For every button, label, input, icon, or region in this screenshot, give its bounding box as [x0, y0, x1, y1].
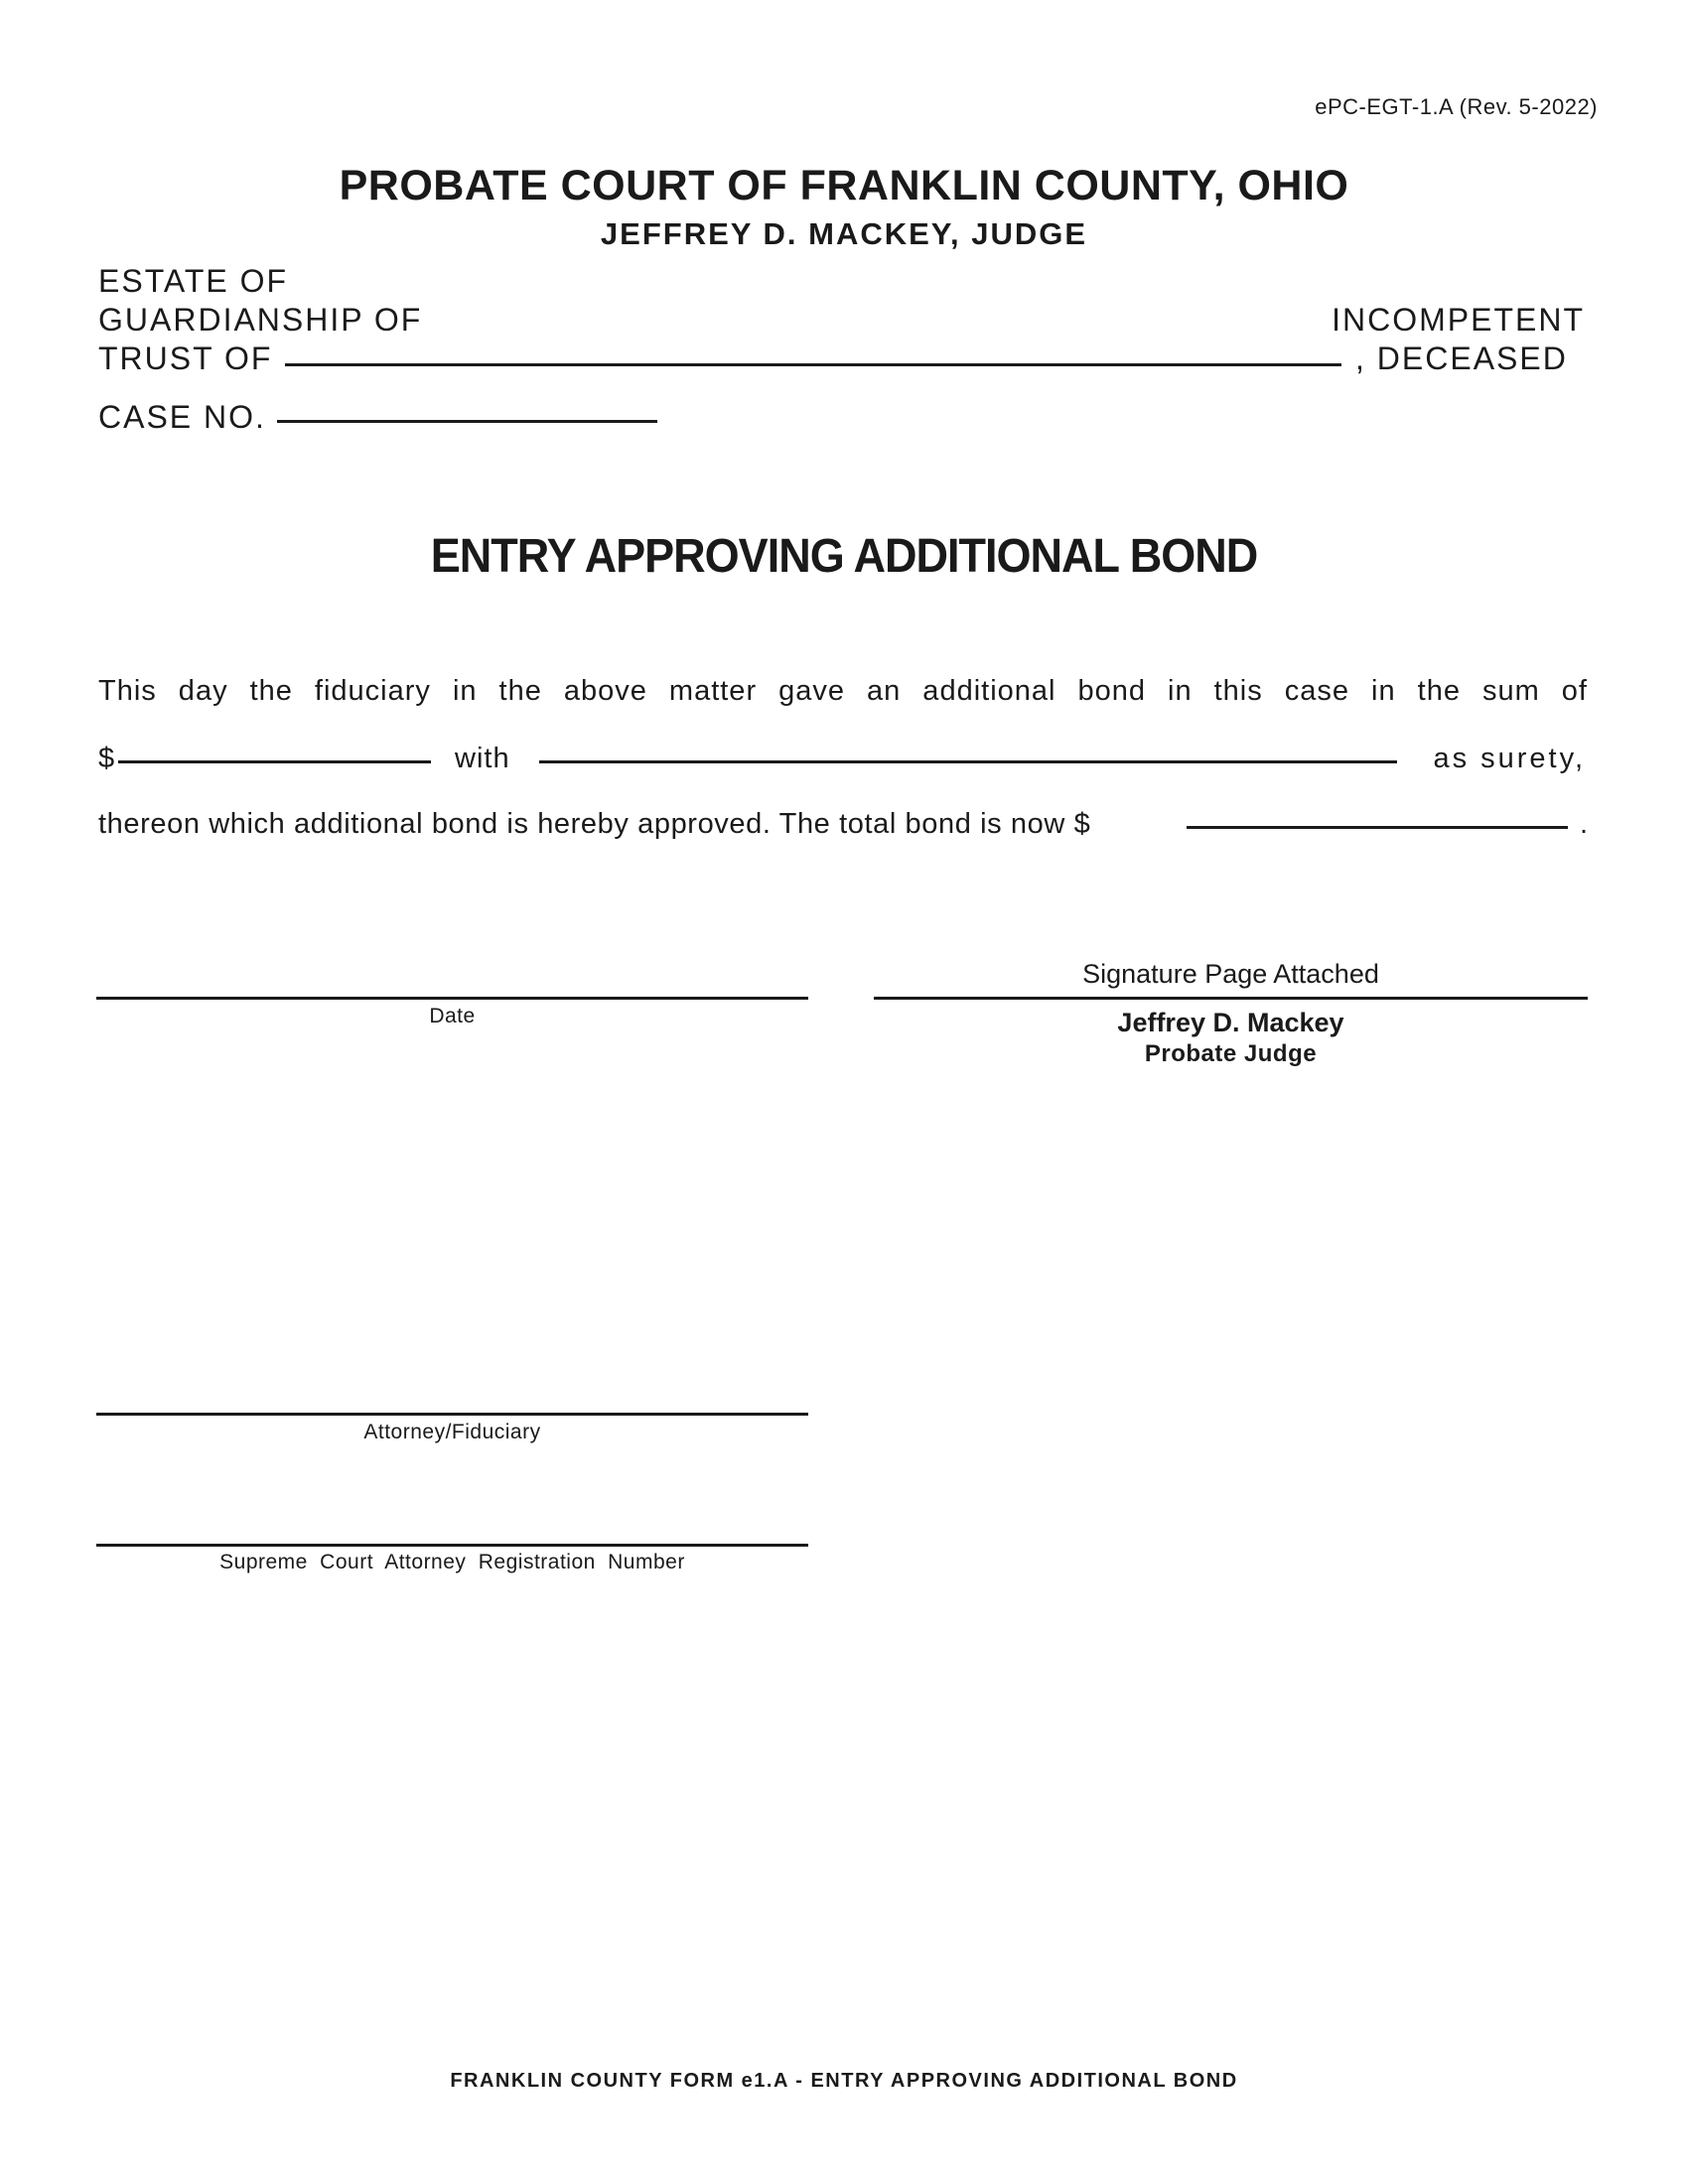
judge-role: Probate Judge [1144, 1040, 1318, 1067]
signature-page-note: Signature Page Attached [1082, 959, 1379, 989]
footer-form-name: FRANKLIN COUNTY FORM e1.A - ENTRY APPROVING ADDITIONAL BOND [450, 2070, 1238, 2092]
additional-bond-amount-line[interactable] [118, 760, 431, 763]
attorney-label: Attorney/Fiduciary [363, 1421, 541, 1443]
document-title: ENTRY APPROVING ADDITIONAL BOND [430, 527, 1258, 583]
incompetent-label: INCOMPETENT [1332, 302, 1585, 338]
surety-field-line[interactable] [539, 760, 1397, 763]
registration-label: Supreme Court Attorney Registration Number [219, 1551, 685, 1573]
case-no-field-line[interactable] [277, 420, 657, 423]
attorney-signature-line[interactable] [96, 1413, 808, 1416]
with-label: with [455, 743, 510, 774]
period: . [1580, 808, 1590, 840]
body-line-3: thereon which additional bond is hereby approved. The total bond is now $ [98, 808, 1091, 840]
date-label: Date [429, 1005, 476, 1027]
as-surety-label: as surety, [1433, 743, 1586, 774]
deceased-label: , DECEASED [1355, 341, 1568, 376]
judge-signature-line [874, 997, 1588, 1000]
court-name: PROBATE COURT OF FRANKLIN COUNTY, OHIO [339, 162, 1349, 209]
date-line[interactable] [96, 997, 808, 1000]
case-no-label: CASE NO. [98, 399, 266, 435]
trust-of-label: TRUST OF [98, 341, 273, 376]
estate-of-label: ESTATE OF [98, 263, 289, 299]
body-line-1: This day the fiduciary in the above matter gave an additional bond in this case in the sum of [98, 675, 1588, 707]
judge-name: Jeffrey D. Mackey [1117, 1008, 1344, 1037]
name-field-line[interactable] [285, 363, 1341, 366]
registration-number-line[interactable] [96, 1544, 808, 1547]
guardianship-of-label: GUARDIANSHIP OF [98, 302, 423, 338]
form-id: ePC-EGT-1.A (Rev. 5-2022) [1315, 94, 1598, 119]
total-bond-amount-line[interactable] [1187, 826, 1568, 829]
judge-line: JEFFREY D. MACKEY, JUDGE [600, 216, 1088, 251]
dollar-sign: $ [98, 743, 116, 774]
